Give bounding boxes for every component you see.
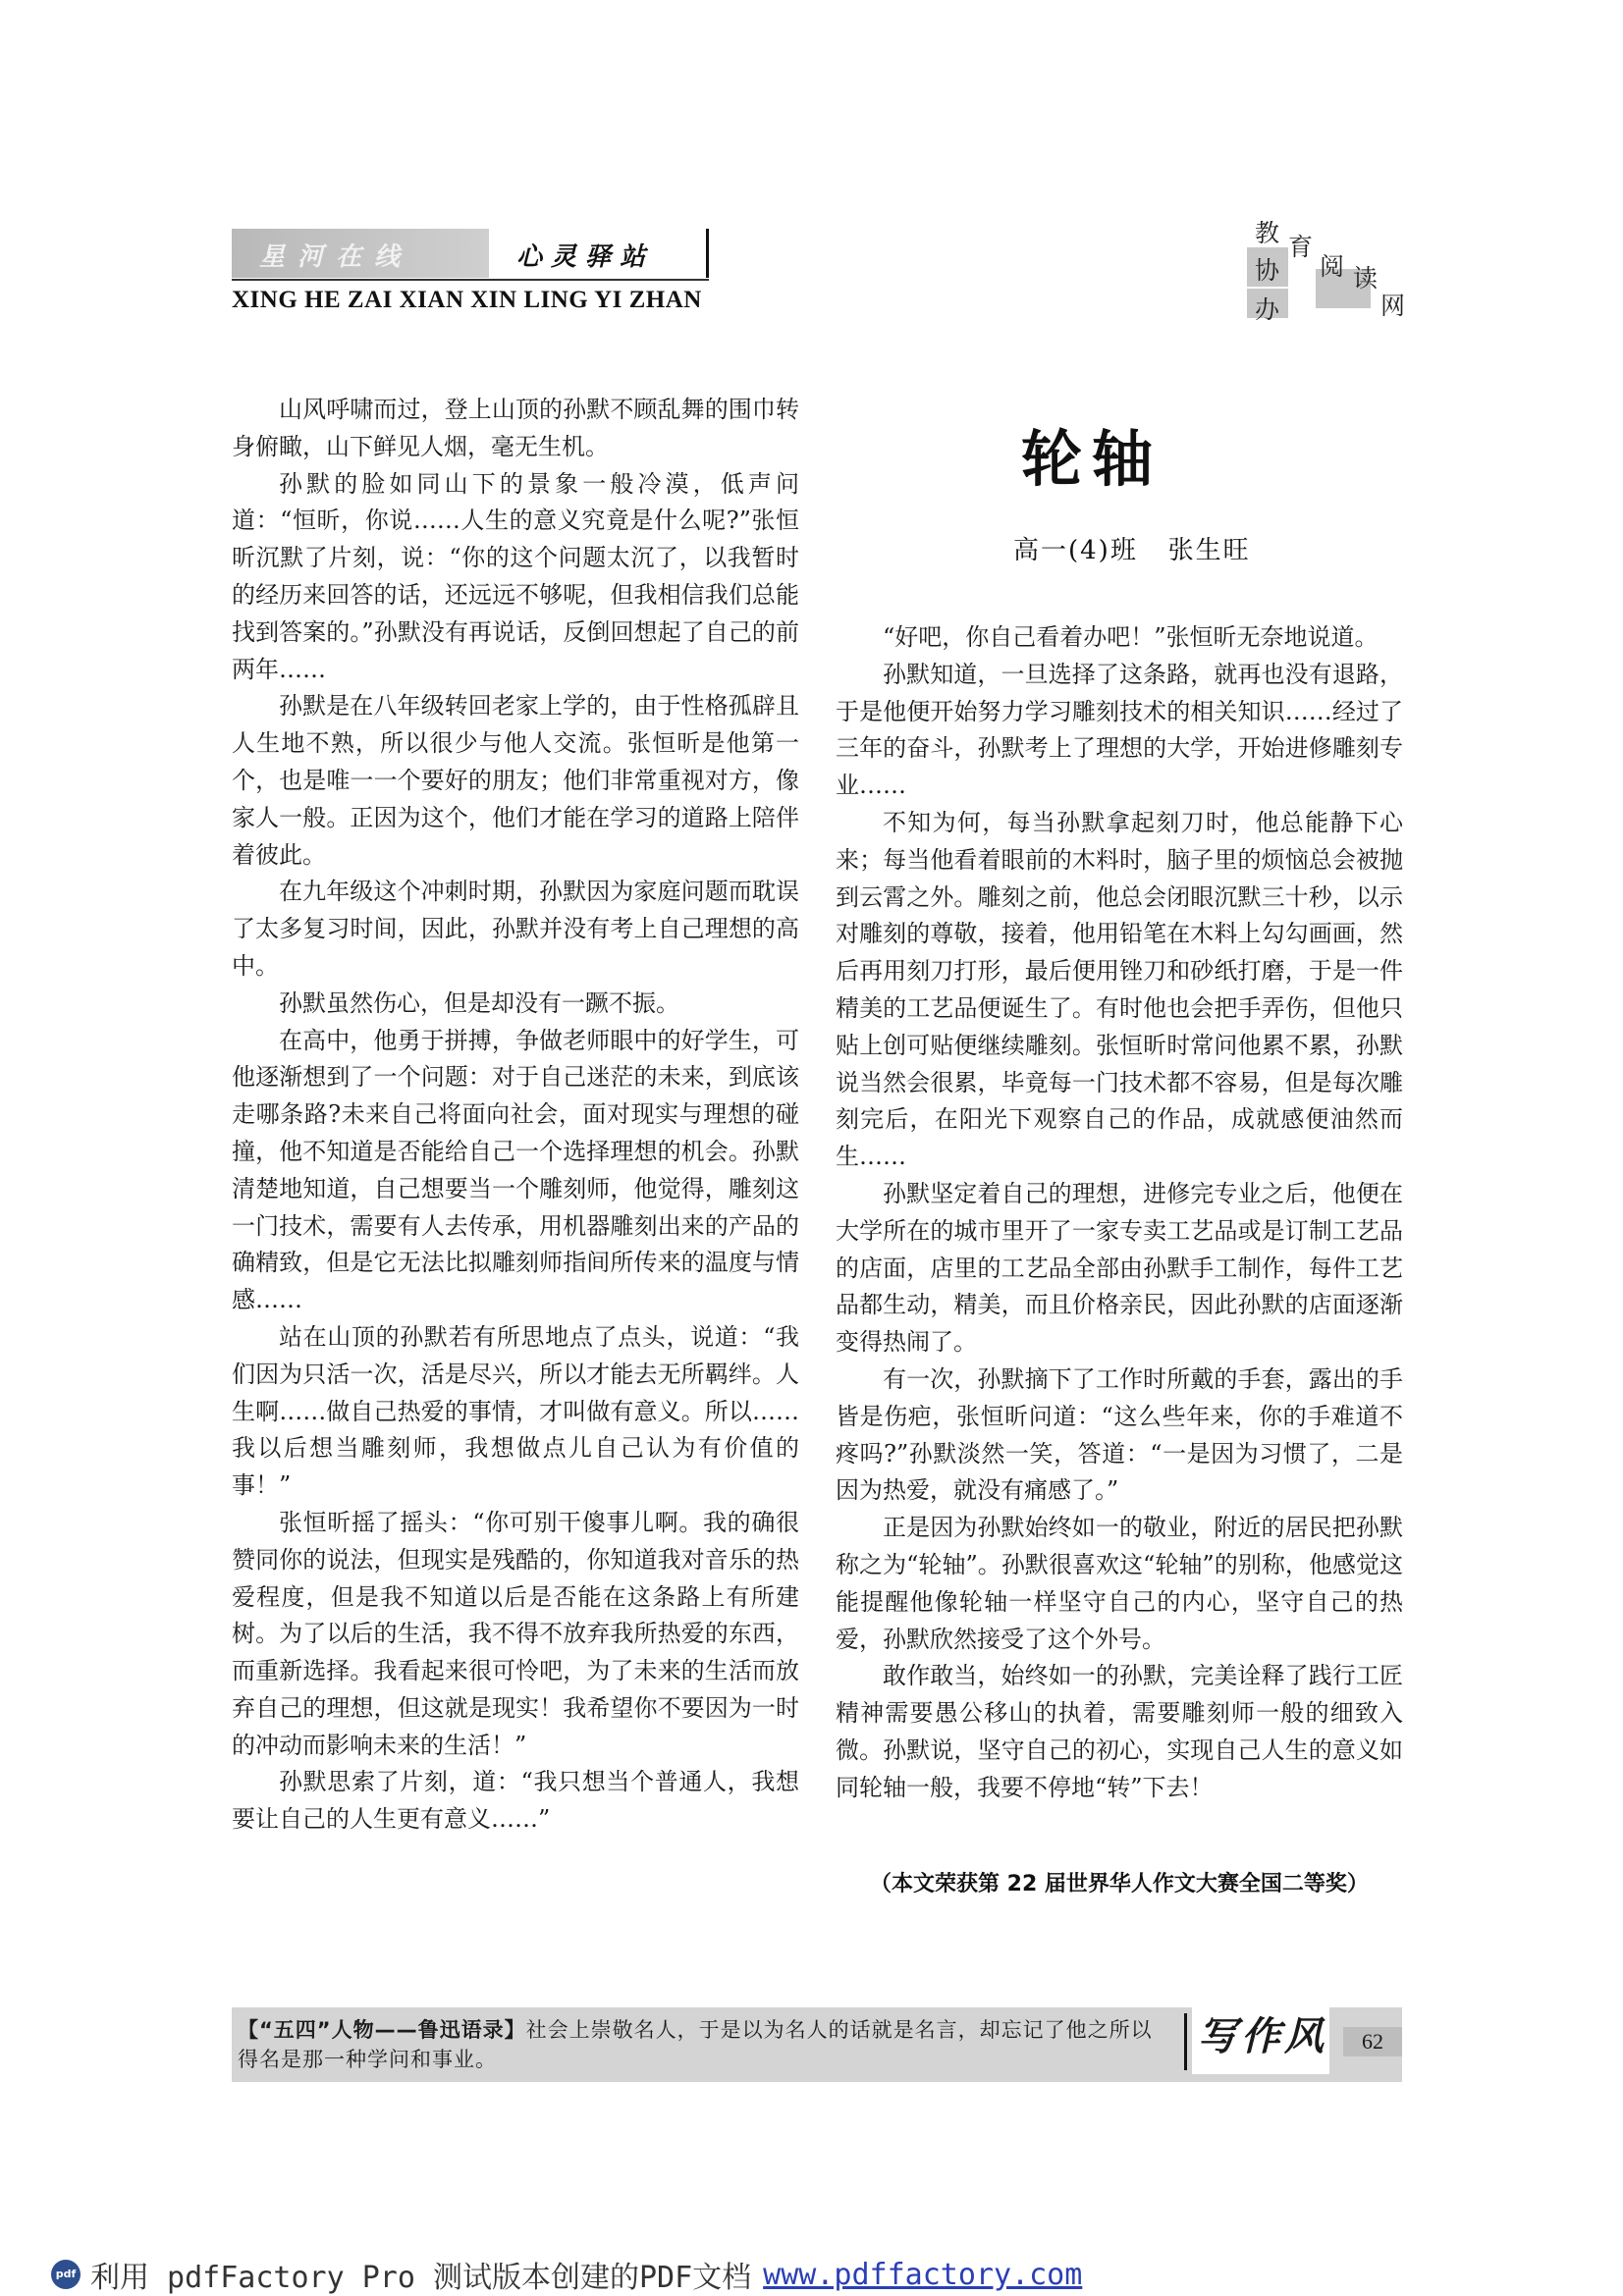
paragraph: 孙默是在八年级转回老家上学的，由于性格孤辟且人生地不熟，所以很少与他人交流。张恒昕是他第一个，也是唯一一个要好的朋友；他们非常重视对方，像家人一般。正因为这个，他们才能在学习的道路上陪伴着彼此。 (232, 692, 799, 869)
article-title: 轮轴 (1021, 423, 1163, 495)
section-label-grey: 星 河 在 线 (259, 242, 403, 272)
paragraph: 孙默虽然伤心，但是却没有一蹶不振。 (279, 988, 679, 1017)
section-header-grey (232, 229, 489, 278)
paragraph: 孙默坚定着自己的理想，进修完专业之后，他便在大学所在的城市里开了一家专卖工艺品或是订制工艺品的店面，店里的工艺品全部由孙默手工制作，每件工艺品都生动，精美，而且价格亲民，因此孙默的店面逐渐变得热闹了。 (836, 1179, 1403, 1357)
page-number: 62 (1343, 2027, 1402, 2056)
header-divider (706, 229, 709, 278)
article-right-column (836, 619, 1403, 1807)
footer-divider (1184, 2013, 1187, 2070)
pdf-icon: pdf (51, 2260, 81, 2289)
award-note: （本文荣获第 22 届世界华人作文大赛全国二等奖） (870, 1872, 1369, 1896)
paragraph: 敢作敢当，始终如一的孙默，完美诠释了践行工匠精神需要愚公移山的执着，需要雕刻师一般的细致入微。孙默说，坚守自己的初心，实现自己人生的意义如同轮轴一般，我要不停地“转”下去！ (836, 1662, 1403, 1801)
paragraph: 孙默的脸如同山下的景象一般冷漠，低声问道：“恒昕，你说……人生的意义究竟是什么呢?”张恒昕沉默了片刻，说：“你的这个问题太沉了，以我暂时的经历来回答的话，还远远不够呢，但我相信我们总能找到答案的。”孙默没有再说话，反倒回想起了自己的前两年…… (232, 469, 799, 683)
watermark-text: 利用 pdfFactory Pro 测试版本创建的PDF文档 (90, 2261, 752, 2295)
paragraph: 山风呼啸而过，登上山顶的孙默不顾乱舞的围巾转身俯瞰，山下鲜见人烟，毫无生机。 (232, 396, 799, 460)
paragraph: 孙默思索了片刻，道：“我只想当个普通人，我想要让自己的人生更有意义……” (232, 1768, 799, 1834)
watermark-link[interactable]: www.pdffactory.com (763, 2257, 1083, 2292)
site-logo (1247, 214, 1406, 324)
section-pinyin: XING HE ZAI XIAN XIN LING YI ZHAN (232, 287, 702, 313)
article-left-column (232, 392, 799, 1839)
logo-char: 阅 (1320, 252, 1345, 281)
logo-char: 网 (1380, 292, 1406, 320)
paragraph: 在高中，他勇于拼搏，争做老师眼中的好学生，可他逐渐想到了一个问题：对于自己迷茫的未来，到底该走哪条路?未来自己将面向社会，面对现实与理想的碰撞，他不知道是否能给自己一个选择理想的机会。孙默清楚地知道，自己想要当一个雕刻师，他觉得，雕刻这一门技术，需要有人去传承，用机器雕刻出来的产品的确精致，但是它无法比拟雕刻师指间所传来的温度与情感…… (232, 1026, 799, 1314)
paragraph: 孙默知道，一旦选择了这条路，就再也没有退路，于是他便开始努力学习雕刻技术的相关知识……经过了三年的奋斗，孙默考上了理想的大学，开始进修雕刻专业…… (836, 660, 1403, 800)
paragraph: 不知为何，每当孙默拿起刻刀时，他总能静下心来；每当他看着眼前的木料时，脑子里的烦恼总会被抛到云霄之外。雕刻之前，他总会闭眼沉默三十秒，以示对雕刻的尊敬，接着，他用铅笔在木料上勾勾画画，然后再用刻刀打形，最后便用锉刀和砂纸打磨，于是一件精美的工艺品便诞生了。有时他也会把手弄伤，但他只贴上创可贴便继续雕刻。张恒昕时常问他累不累，孙默说当然会很累，毕竟每一门技术都不容易，但是每次雕刻完后，在阳光下观察自己的作品，成就感便油然而生…… (836, 808, 1403, 1171)
section-label-white: 心 灵 驿 站 (516, 242, 646, 272)
logo-char: 办 (1255, 295, 1280, 324)
paragraph: 站在山顶的孙默若有所思地点了点头，说道：“我们因为只活一次，活是尽兴，所以才能去无所羁绊。人生啊……做自己热爱的事情，才叫做有意义。所以……我以后想当雕刻师，我想做点儿自己认为有价值的事！” (232, 1322, 799, 1500)
quote-text: 社会上崇敬名人，于是以为名人的话就是名言，却忘记了他之所以得名是那一种学问和事业。 (238, 2018, 1153, 2071)
pdf-watermark (51, 2253, 1083, 2295)
magazine-logo: 写作风 (1192, 2007, 1329, 2074)
paragraph: 有一次，孙默摘下了工作时所戴的手套，露出的手皆是伤疤，张恒昕问道：“这么些年来，你的手难道不疼吗?”孙默淡然一笑，答道：“一是因为习惯了，二是因为热爱，就没有痛感了。” (836, 1364, 1403, 1505)
page-footer (232, 2007, 1402, 2082)
quote-label: 【“五四”人物——鲁迅语录】 (238, 2018, 526, 2042)
section-header (232, 229, 709, 278)
header-underline (232, 279, 709, 281)
logo-char: 读 (1353, 264, 1379, 293)
footer-quote (238, 2015, 1170, 2074)
paragraph: 张恒昕摇了摇头：“你可别干傻事儿啊。我的确很赞同你的说法，但现实是残酷的，你知道我对音乐的热爱程度，但是我不知道以后是否能在这条路上有所建树。为了以后的生活，我不得不放弃我所热爱的东西，而重新选择。我看起来很可怜吧，为了未来的生活而放弃自己的理想，但这就是现实！我希望你不要因为一时的冲动而影响未来的生活！” (232, 1508, 799, 1759)
paragraph: 正是因为孙默始终如一的敬业，附近的居民把孙默称之为“轮轴”。孙默很喜欢这“轮轴”的别称，他感觉这能提醒他像轮轴一样坚守自己的内心，坚守自己的热爱，孙默欣然接受了这个外号。 (836, 1514, 1403, 1653)
logo-char: 育 (1288, 233, 1314, 261)
logo-char: 协 (1255, 256, 1280, 285)
article-author: 高一(4)班 张生旺 (1013, 536, 1251, 565)
logo-char: 教 (1255, 219, 1280, 247)
paragraph: 在九年级这个冲刺时期，孙默因为家庭问题而耽误了太多复习时间，因此，孙默并没有考上自己理想的高中。 (232, 878, 799, 980)
paragraph: “好吧，你自己看着办吧！”张恒昕无奈地说道。 (883, 623, 1379, 651)
